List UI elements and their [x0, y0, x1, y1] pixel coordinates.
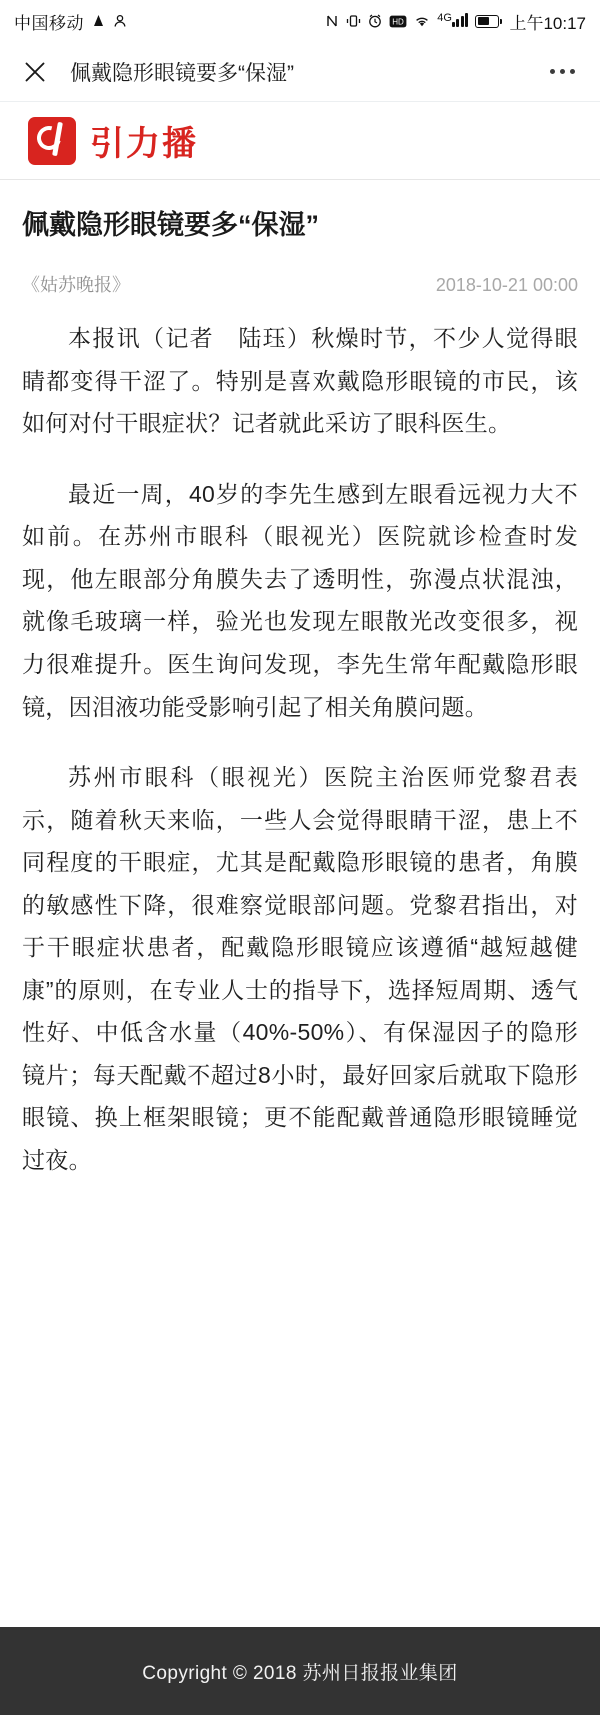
status-bar: [0, 0, 600, 42]
article-paragraph: 苏州市眼科（眼视光）医院主治医师党黎君表示，随着秋天来临，一些人会觉得眼睛干涩，患上不同程度的干眼症，尤其是配戴隐形眼镜的患者，角膜的敏感性下降，很难察觉眼部问题。党黎君指出，对于干眼症状患者，配戴隐形眼镜应该遵循“越短越健康”的原则，在专业人士的指导下，选择短周期、透气性好、中低含水量（40%-50%）、有保湿因子的隐形镜片；每天配戴不超过8小时，最好回家后就取下隐形眼镜、换上框架眼镜；更不能配戴普通隐形眼镜睡觉过夜。: [22, 764, 578, 1173]
close-icon[interactable]: [18, 55, 52, 89]
hd-icon: [389, 15, 407, 28]
nfc-icon: [325, 14, 339, 28]
status-bar-right: [325, 9, 586, 34]
article-date: 2018-10-21 00:00: [435, 275, 578, 296]
article-body: [22, 317, 578, 1181]
alarm-clock-icon: [368, 14, 382, 28]
article-container: [0, 180, 600, 1330]
wifi-icon: [414, 15, 430, 28]
top-navigation-bar: [0, 42, 600, 102]
svg-text:HD: HD: [392, 16, 405, 26]
more-options-icon[interactable]: [542, 55, 582, 89]
people-icon: [113, 14, 127, 28]
signal-antenna-icon: [92, 14, 105, 28]
article-title: 佩戴隐形眼镜要多“保湿”: [22, 210, 319, 240]
brand-name-label: 引力播: [90, 125, 198, 163]
article-source: 《姑苏晚报》: [22, 275, 130, 296]
copyright-label: Copyright © 2018 苏州日报报业集团: [142, 1662, 458, 1684]
status-bar-left: [14, 9, 127, 34]
signal-bars-icon: [437, 13, 468, 30]
article-paragraph: 最近一周，40岁的李先生感到左眼看远视力大不如前。在苏州市眼科（眼视光）医院就诊检查时发现，他左眼部分角膜失去了透明性，弥漫点状混浊，就像毛玻璃一样，验光也发现左眼散光改变很多，视力很难提升。医生询问发现，李先生常年配戴隐形眼镜，因泪液功能受影响引起了相关角膜问题。: [22, 480, 578, 720]
article-meta: [22, 271, 578, 297]
yinlibo-logo-icon: [28, 117, 76, 165]
footer-bar: [0, 1627, 600, 1715]
clock-label: 上午10:17: [509, 13, 586, 33]
brand-header[interactable]: [0, 102, 600, 180]
battery-icon: [475, 15, 499, 28]
carrier-label: 中国移动: [14, 13, 84, 33]
bottom-spacer: [22, 1210, 578, 1330]
article-paragraph: 本报讯（记者 陆珏）秋燥时节，不少人觉得眼睛都变得干涩了。特别是喜欢戴隐形眼镜的市民，该如何对付干眼症状？记者就此采访了眼科医生。: [22, 325, 578, 437]
vibrate-icon: [346, 14, 361, 28]
page-title: 佩戴隐形眼镜要多“保湿”: [70, 61, 294, 85]
network-type-label: 4G: [437, 11, 452, 24]
